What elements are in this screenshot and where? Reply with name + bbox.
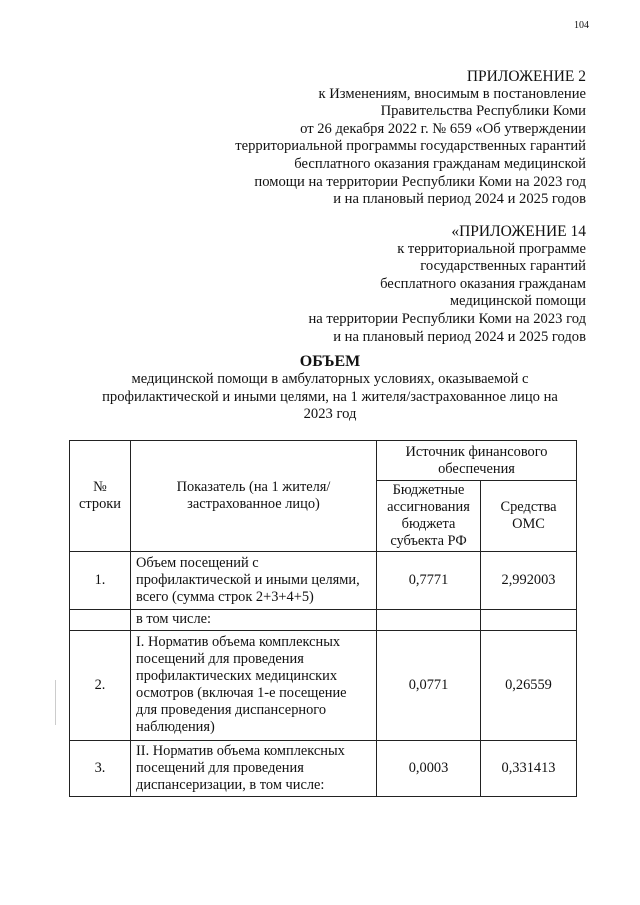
row-indicator: Объем посещений с профилактической и иными целями, всего (сумма строк 2+3+4+5) xyxy=(131,552,377,610)
appendix-2-header xyxy=(235,68,586,209)
appendix-line: Правительства Республики Коми xyxy=(380,103,586,120)
row-indicator: в том числе: xyxy=(131,610,377,630)
appendix-line: «ПРИЛОЖЕНИЕ 14 xyxy=(451,223,586,240)
row-budget-value: 0,7771 xyxy=(377,552,481,610)
appendix-line: к Изменениям, вносимым в постановление xyxy=(318,85,586,102)
row-oms-value: 0,331413 xyxy=(481,740,577,796)
table-row xyxy=(70,552,577,610)
appendix-line: и на плановый период 2024 и 2025 годов xyxy=(333,328,586,345)
row-budget-value: 0,0003 xyxy=(377,740,481,796)
appendix-line: государственных гарантий xyxy=(420,258,586,275)
header-budget: Бюджетные ассигнования бюджета субъекта РФ xyxy=(377,481,481,552)
appendix-line: территориальной программы государственных гарантий xyxy=(235,138,586,155)
header-funding-source: Источник финансового обеспечения xyxy=(377,441,577,481)
appendix-line: помощи на территории Республики Коми на 2023 год xyxy=(254,173,586,190)
row-number: 3. xyxy=(70,740,131,796)
appendix-line: от 26 декабря 2022 г. № 659 «Об утверждении xyxy=(300,120,586,137)
row-number xyxy=(70,610,131,630)
row-number: 2. xyxy=(70,630,131,740)
row-budget-value xyxy=(377,610,481,630)
page-number: 104 xyxy=(574,20,589,31)
appendix-line: бесплатного оказания гражданам медицинской xyxy=(294,155,586,172)
header-oms: Средства ОМС xyxy=(481,481,577,552)
appendix-line: и на плановый период 2024 и 2025 годов xyxy=(333,191,586,208)
header-indicator: Показатель (на 1 жителя/застрахованное лицо) xyxy=(131,441,377,552)
row-number: 1. xyxy=(70,552,131,610)
table-row xyxy=(70,740,577,796)
table-row xyxy=(70,610,577,630)
appendix-line: бесплатного оказания гражданам xyxy=(380,275,586,292)
appendix-line: ПРИЛОЖЕНИЕ 2 xyxy=(466,68,586,85)
title-subtitle: медицинской помощи в амбулаторных условиях, оказываемой с профилактической и иными целями, на 1 жителя/застрахованное лицо на 2023 год xyxy=(102,371,558,422)
table-row xyxy=(70,630,577,740)
row-oms-value: 0,26559 xyxy=(481,630,577,740)
volume-table xyxy=(69,440,577,797)
appendix-line: медицинской помощи xyxy=(449,293,586,310)
appendix-14-header xyxy=(308,223,586,346)
row-oms-value: 2,992003 xyxy=(481,552,577,610)
document-title xyxy=(90,352,570,424)
row-oms-value xyxy=(481,610,577,630)
appendix-line: к территориальной программе xyxy=(397,240,586,257)
scan-mark xyxy=(55,680,56,725)
appendix-line: на территории Республики Коми на 2023 год xyxy=(308,310,586,327)
row-indicator: II. Норматив объема комплексных посещений для проведения диспансеризации, в том числе: xyxy=(131,740,377,796)
row-budget-value: 0,0771 xyxy=(377,630,481,740)
row-indicator: I. Норматив объема комплексных посещений для проведения профилактических медицинских осмотров (включая 1-е посещение для проведения диспансерного наблюдения) xyxy=(131,630,377,740)
header-row-number: № строки xyxy=(70,441,131,552)
title-main: ОБЪЕМ xyxy=(299,353,361,370)
